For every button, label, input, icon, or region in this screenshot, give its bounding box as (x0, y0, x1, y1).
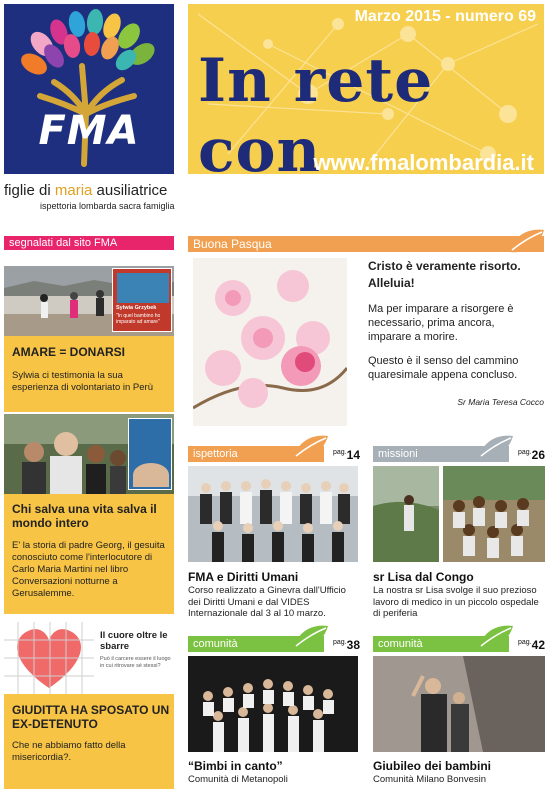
ispettoria-page (333, 448, 360, 462)
comunita2-page-prefix: pag. (518, 639, 532, 646)
pasqua-heading-bar (188, 236, 544, 252)
ispettoria-text: Corso realizzato a Ginevra dall'Ufficio dei Diritti Umani e dal VIDES Internazionale dal 3 al 10 marzo. (188, 585, 346, 619)
masthead-title: In rete con (198, 46, 434, 174)
leaf-icon (508, 228, 546, 254)
card1-inset-name: Sylwia Grzybek (116, 305, 157, 311)
comunita2-title[interactable]: Giubileo dei bambini (373, 759, 492, 773)
pasqua-headline: Cristo è veramente risorto. Alleluia! (368, 259, 521, 290)
card2-title[interactable]: Chi salva una vita salva il mondo intero (12, 502, 157, 530)
card2-book-cover (128, 418, 172, 490)
comunita1-photo (188, 656, 358, 752)
comunita1-bar (188, 636, 360, 652)
card2-text: E' la storia di padre Georg, il gesuita conosciuto come l'interlocutore di Carlo Maria Martini nel libro Conversazioni notturne a Gerusalemme. (12, 540, 165, 599)
card3-header (4, 622, 174, 694)
comunita1-page (333, 638, 360, 652)
pasqua-signature: Sr Maria Teresa Cocco (457, 397, 544, 407)
card3-text: Che ne abbiamo fatto della misericordia?. (12, 740, 126, 763)
comunita1-text: Comunità di Metanopoli (188, 774, 288, 785)
ispettoria-page-prefix: pag. (333, 449, 347, 456)
leaf-icon (292, 434, 330, 460)
comunita2-label: comunità (373, 636, 509, 652)
missioni-page-number: 26 (531, 448, 545, 462)
card1-inset-caption: "In quel bambino ho imparato ad amare" (116, 313, 161, 325)
ispettoria-label: ispettoria (188, 446, 324, 462)
header-banner (188, 4, 544, 174)
site-url-link[interactable]: www.fmalombardia.it (313, 150, 534, 174)
org-subtitle: ispettoria lombarda sacra famiglia (40, 201, 175, 211)
comunita2-page (518, 638, 545, 652)
comunita1-title[interactable]: “Bimbi in canto” (188, 759, 283, 773)
comunita1-page-prefix: pag. (333, 639, 347, 646)
comunita2-text: Comunità Milano Bonvesin (373, 774, 487, 785)
org-name-highlight: maria (54, 182, 93, 199)
org-name-part2: ausiliatrice (92, 182, 168, 199)
heart-icon (4, 622, 94, 694)
fma-logo (4, 4, 174, 174)
card1-inset (112, 268, 172, 332)
missioni-photo-right (443, 466, 545, 562)
ispettoria-page-number: 14 (346, 448, 360, 462)
comunita1-page-number: 38 (346, 638, 360, 652)
card1-title[interactable]: AMARE = DONARSI (12, 345, 126, 359)
comunita1-label: comunità (188, 636, 324, 652)
ispettoria-photo (188, 466, 358, 562)
missioni-bar (373, 446, 545, 462)
org-name-part1: figlie di (4, 182, 55, 199)
missioni-label: missioni (373, 446, 509, 462)
card3-side-title: Il cuore oltre le sbarre (100, 630, 168, 652)
card1-text: Sylwia ci testimonia la sua esperienza di volontariato in Perù (12, 370, 154, 393)
pasqua-heading: Buona Pasqua (193, 237, 272, 251)
leaf-icon (292, 624, 330, 650)
card3-side-text: Può il carcere essere il luogo in cui ritrovare sé stessi? (100, 656, 171, 669)
card3-title[interactable]: GIUDITTA HA SPOSATO UN EX-DETENUTO (12, 703, 170, 731)
leaf-icon (477, 624, 515, 650)
missioni-text: La nostra sr Lisa svolge il suo prezioso lavoro di medico in un piccolo ospedale di periferia (373, 585, 539, 619)
missioni-title[interactable]: sr Lisa dal Congo (373, 570, 474, 584)
org-name (4, 182, 167, 199)
missioni-photo-left (373, 466, 439, 562)
ispettoria-bar (188, 446, 360, 462)
card3-box[interactable] (4, 694, 174, 789)
missioni-page (518, 448, 545, 462)
comunita2-photo (373, 656, 545, 752)
comunita2-page-number: 42 (531, 638, 545, 652)
issue-label: Marzo 2015 - numero 69 (354, 8, 536, 25)
pasqua-para1: Ma per imparare a risorgere è necessario, prima ancora, imparare a morire. (368, 303, 514, 343)
leaf-icon (477, 434, 515, 460)
missioni-page-prefix: pag. (518, 449, 532, 456)
blossom-photo (193, 258, 347, 426)
sidebar-heading: segnalati dal sito FMA (4, 236, 174, 250)
logo-text: FMA (38, 108, 140, 154)
card1-box[interactable] (4, 336, 174, 412)
comunita2-bar (373, 636, 545, 652)
pasqua-para2: Questo è il senso del cammino quaresimale appena concluso. (368, 355, 519, 381)
card2-box[interactable] (4, 494, 174, 614)
ispettoria-title[interactable]: FMA e Diritti Umani (188, 570, 299, 584)
